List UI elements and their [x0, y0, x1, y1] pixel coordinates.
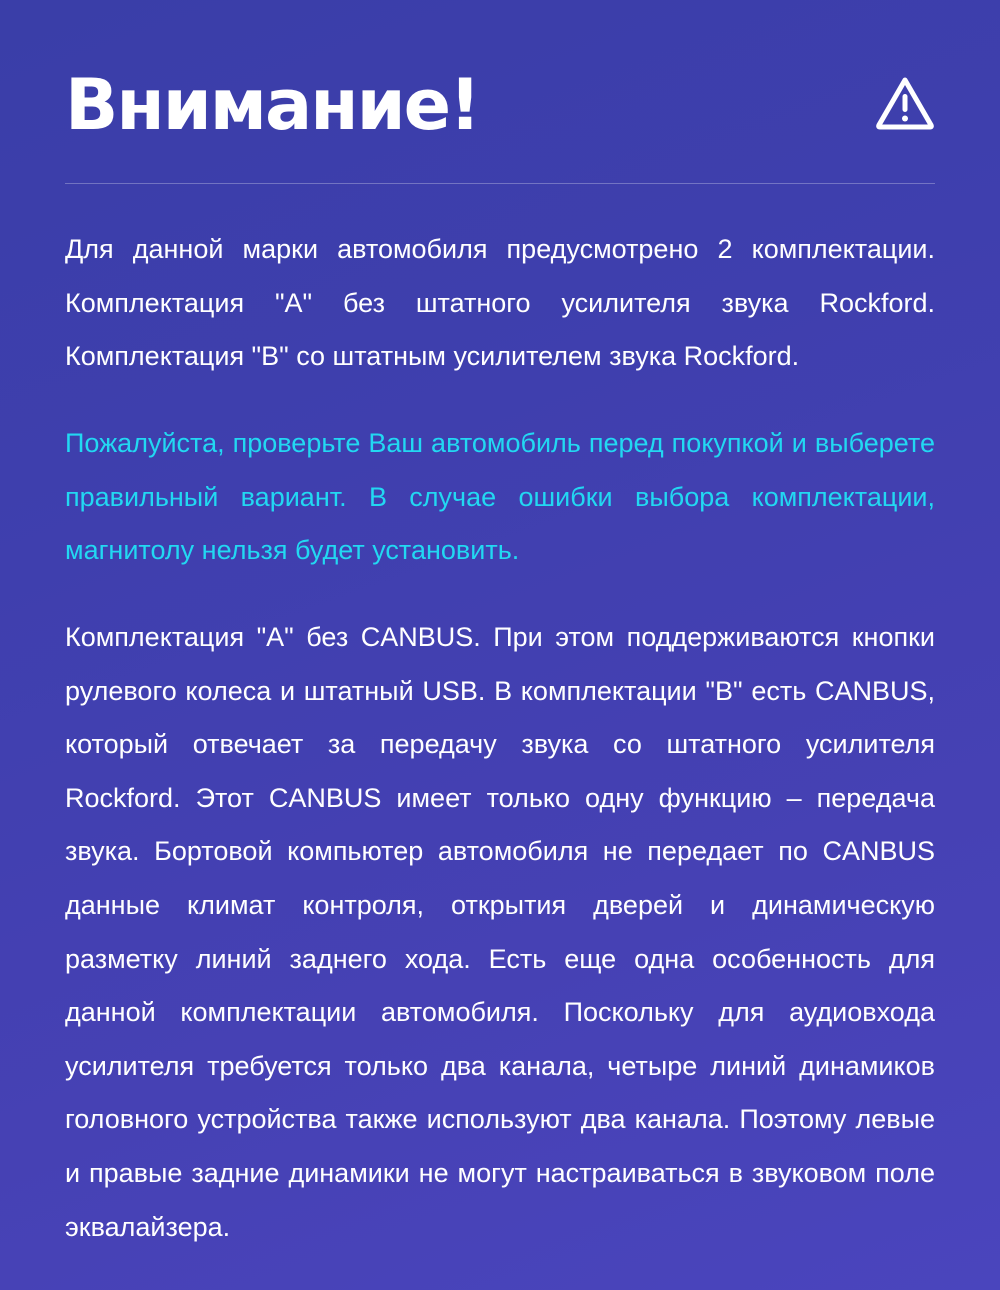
check-notice-paragraph: Пожалуйста, проверьте Ваш автомобиль перед покупкой и выберете правильный вариант. В случае ошибки выбора комплектации, магнитолу нельзя будет установить.	[65, 428, 935, 566]
variants-paragraph: Для данной марки автомобиля предусмотрено 2 комплектации. Комплектация "А" без штатного усилителя звука Rockford. Комплектация "В" со штатным усилителем звука Rockford.	[65, 234, 935, 372]
canbus-details-paragraph: Комплектация "А" без CANBUS. При этом поддерживаются кнопки рулевого колеса и штатный USB. В комплектации "В" есть CANBUS, который отвечает за передачу звука со штатного усилителя Rockford. Этот CANBUS имеет только одну функцию – передача звука. Бортовой компьютер автомобиля не передает по CANBUS данные климат контроля, открытия дверей и динамическую разметку линий заднего хода. Есть еще одна особенность для данной комплектации автомобиля. Поскольку для аудиовхода усилителя требуется только два канала, четыре линий динамиков головного устройства также используют два канала. Поэтому левые и правые задние динамики не могут настраиваться в звуковом поле эквалайзера.	[65, 622, 935, 1242]
page-title: Внимание!	[65, 64, 480, 146]
notice-card	[65, 0, 935, 1290]
header-divider	[65, 183, 935, 184]
warning-triangle-icon	[875, 76, 935, 130]
notice-header	[65, 62, 935, 152]
